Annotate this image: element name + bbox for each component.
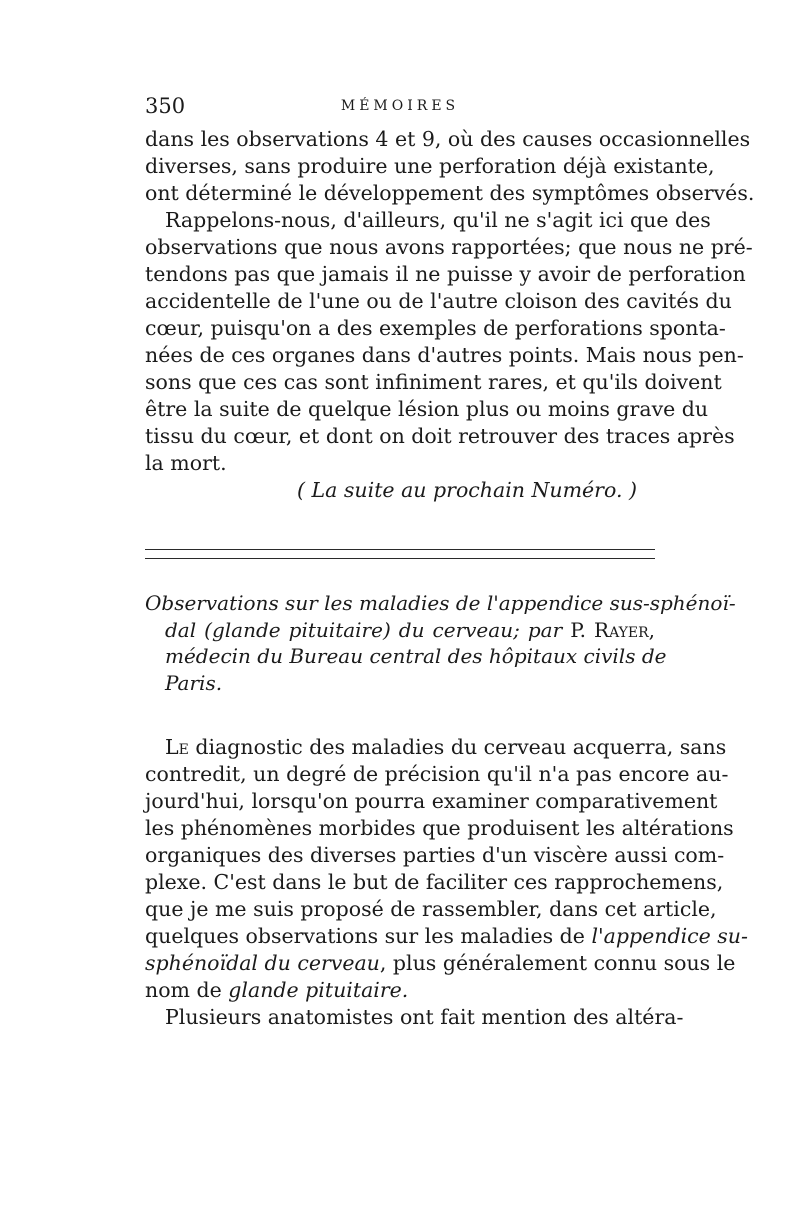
divider-rule [145, 549, 655, 550]
text-line: nées de ces organes dans d'autres points. Mais nous pen- [145, 343, 744, 367]
text-line: sons que ces cas sont infiniment rares, et qu'ils doivent [145, 370, 722, 394]
text-line: accidentelle de l'une ou de l'autre cloison des cavités du [145, 289, 732, 313]
text-line: Plusieurs anatomistes ont fait mention des altéra- [165, 1005, 684, 1029]
title-line: Paris. [165, 670, 223, 695]
text-line: jourd'hui, lorsqu'on pourra examiner comparativement [145, 789, 718, 813]
divider-rule [145, 558, 655, 559]
continued-article-text [145, 126, 755, 504]
text-line: organiques des diverses parties d'un viscère aussi com- [145, 843, 725, 867]
text-line: diverses, sans produire une perforation déjà existante, [145, 154, 715, 178]
text-line: que je me suis proposé de rassembler, dans cet article, [145, 897, 717, 921]
title-line: dal (glande pituitaire) du cerveau; par P. Rayer, [165, 617, 656, 642]
article-body [145, 734, 748, 1031]
author-name: Rayer [594, 617, 649, 642]
article-title [145, 590, 736, 696]
text-line: tendons pas que jamais il ne puisse y avoir de perforation [145, 262, 746, 286]
continuation-note: ( La suite au prochain Numéro. ) [297, 478, 637, 502]
text-line: nom de glande pituitaire. [145, 978, 409, 1002]
initial-word: Le [165, 735, 189, 759]
text-line: Le diagnostic des maladies du cerveau acquerra, sans [165, 735, 727, 759]
text-line: quelques observations sur les maladies de l'appendice su- [145, 924, 748, 948]
running-header [145, 94, 655, 124]
running-title: MÉMOIRES [340, 98, 460, 114]
text-line: les phénomènes morbides que produisent les altérations [145, 816, 734, 840]
text-line: Rappelons-nous, d'ailleurs, qu'il ne s'agit ici que des [165, 208, 711, 232]
text-line: plexe. C'est dans le but de faciliter ces rapprochemens, [145, 870, 724, 894]
text-line: ont déterminé le développement des symptômes observés. [145, 181, 755, 205]
text-line: la mort. [145, 451, 227, 475]
text-line: observations que nous avons rapportées; que nous ne pré- [145, 235, 753, 259]
title-line: médecin du Bureau central des hôpitaux civils de [165, 644, 667, 668]
text-line: sphénoïdal du cerveau, plus généralement connu sous le [145, 951, 736, 975]
text-line: être la suite de quelque lésion plus ou moins grave du [145, 397, 709, 421]
page-number: 350 [145, 94, 186, 118]
text-line: dans les observations 4 et 9, où des causes occasionnelles [145, 127, 751, 151]
text-line: contredit, un degré de précision qu'il n'a pas encore au- [145, 762, 729, 786]
title-line: Observations sur les maladies de l'appendice sus-sphénoï- [145, 591, 736, 615]
text-line: cœur, puisqu'on a des exemples de perforations sponta- [145, 316, 726, 340]
text-line: tissu du cœur, et dont on doit retrouver des traces après [145, 424, 735, 448]
